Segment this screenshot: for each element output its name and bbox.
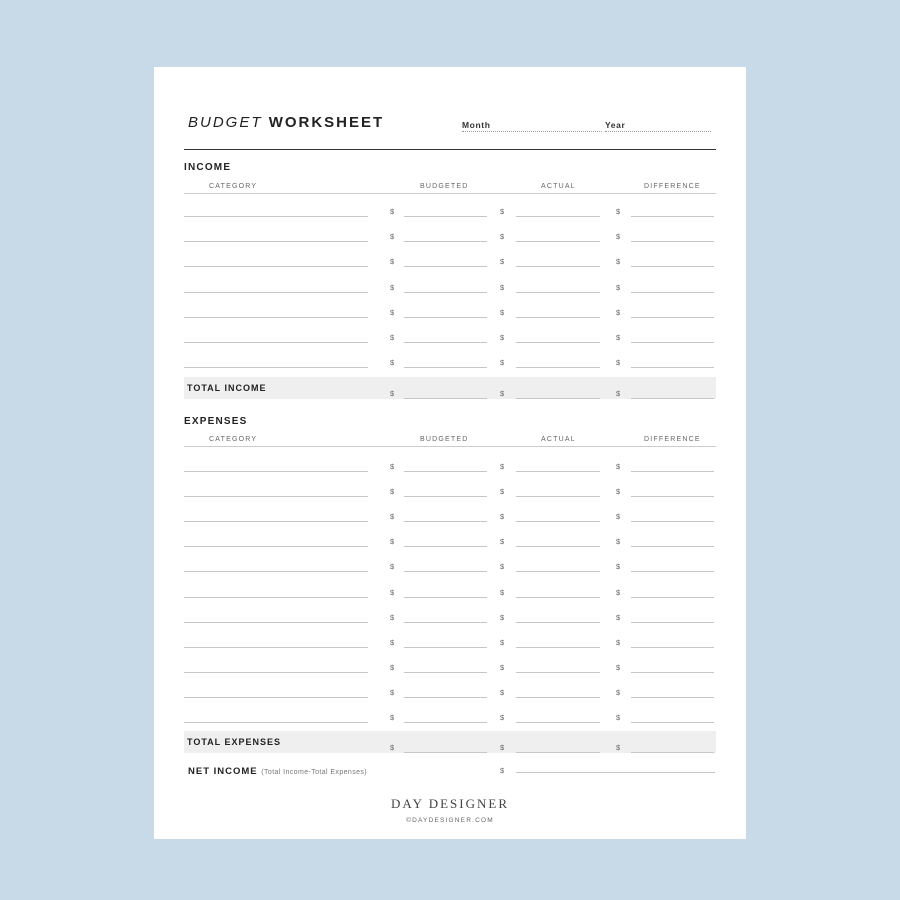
actual-currency: $ bbox=[500, 282, 505, 292]
actual-currency: $ bbox=[500, 358, 505, 368]
worksheet-page bbox=[154, 67, 746, 839]
total-budgeted-currency: $ bbox=[390, 389, 395, 398]
difference-field[interactable] bbox=[631, 672, 714, 673]
actual-field[interactable] bbox=[516, 216, 600, 217]
table-row bbox=[154, 624, 746, 648]
table-row bbox=[154, 699, 746, 723]
category-field[interactable] bbox=[184, 266, 368, 267]
table-row bbox=[154, 269, 746, 293]
table-row bbox=[154, 498, 746, 522]
category-field[interactable] bbox=[184, 496, 368, 497]
actual-currency: $ bbox=[500, 612, 505, 622]
budgeted-currency: $ bbox=[390, 687, 395, 697]
budgeted-field[interactable] bbox=[404, 622, 487, 623]
actual-field[interactable] bbox=[516, 697, 600, 698]
actual-field[interactable] bbox=[516, 521, 600, 522]
net-income-note: (Total Income-Total Expenses) bbox=[261, 769, 368, 776]
budgeted-field[interactable] bbox=[404, 471, 487, 472]
net-income-label bbox=[188, 766, 367, 777]
budgeted-field[interactable] bbox=[404, 647, 487, 648]
category-field[interactable] bbox=[184, 622, 368, 623]
budgeted-currency: $ bbox=[390, 537, 395, 547]
difference-currency: $ bbox=[616, 282, 621, 292]
column-header-actual: ACTUAL bbox=[541, 436, 576, 443]
difference-field[interactable] bbox=[631, 266, 714, 267]
table-row bbox=[154, 523, 746, 547]
total-budgeted-field[interactable] bbox=[404, 752, 487, 753]
actual-field[interactable] bbox=[516, 471, 600, 472]
column-header-category: CATEGORY bbox=[209, 436, 258, 443]
category-field[interactable] bbox=[184, 292, 368, 293]
budgeted-field[interactable] bbox=[404, 241, 487, 242]
income-total-fields bbox=[154, 375, 746, 399]
budgeted-field[interactable] bbox=[404, 216, 487, 217]
difference-currency: $ bbox=[616, 587, 621, 597]
actual-field[interactable] bbox=[516, 622, 600, 623]
budgeted-currency: $ bbox=[390, 462, 395, 471]
budgeted-field[interactable] bbox=[404, 521, 487, 522]
month-label: Month bbox=[462, 120, 491, 130]
budgeted-currency: $ bbox=[390, 512, 395, 522]
actual-currency: $ bbox=[500, 537, 505, 547]
category-field[interactable] bbox=[184, 521, 368, 522]
budgeted-field[interactable] bbox=[404, 367, 487, 368]
table-row bbox=[154, 649, 746, 673]
actual-field[interactable] bbox=[516, 292, 600, 293]
category-field[interactable] bbox=[184, 722, 368, 723]
difference-currency: $ bbox=[616, 487, 621, 497]
actual-field[interactable] bbox=[516, 496, 600, 497]
actual-currency: $ bbox=[500, 512, 505, 522]
budgeted-currency: $ bbox=[390, 282, 395, 292]
table-row bbox=[154, 218, 746, 242]
actual-field[interactable] bbox=[516, 241, 600, 242]
header-divider bbox=[184, 149, 716, 150]
actual-currency: $ bbox=[500, 333, 505, 342]
difference-field[interactable] bbox=[631, 571, 714, 572]
actual-currency: $ bbox=[500, 662, 505, 672]
table-row bbox=[154, 448, 746, 472]
total-difference-field[interactable] bbox=[631, 398, 714, 399]
column-header-actual: ACTUAL bbox=[541, 183, 576, 190]
budgeted-currency: $ bbox=[390, 333, 395, 342]
total-budgeted-field[interactable] bbox=[404, 398, 487, 399]
table-row bbox=[154, 574, 746, 598]
budgeted-currency: $ bbox=[390, 637, 395, 647]
actual-currency: $ bbox=[500, 637, 505, 647]
difference-field[interactable] bbox=[631, 496, 714, 497]
actual-currency: $ bbox=[500, 562, 505, 572]
actual-field[interactable] bbox=[516, 722, 600, 723]
column-header-budgeted: BUDGETED bbox=[420, 183, 469, 190]
actual-field[interactable] bbox=[516, 342, 600, 343]
budgeted-field[interactable] bbox=[404, 496, 487, 497]
table-row bbox=[154, 344, 746, 368]
difference-field[interactable] bbox=[631, 317, 714, 318]
actual-currency: $ bbox=[500, 462, 505, 471]
income-total-label: TOTAL INCOME bbox=[187, 383, 267, 393]
difference-currency: $ bbox=[616, 512, 621, 522]
total-actual-currency: $ bbox=[500, 389, 505, 398]
category-field[interactable] bbox=[184, 571, 368, 572]
actual-currency: $ bbox=[500, 587, 505, 597]
actual-field[interactable] bbox=[516, 672, 600, 673]
net-income-currency: $ bbox=[500, 766, 505, 775]
net-income-field[interactable] bbox=[516, 772, 715, 773]
column-header-difference: DIFFERENCE bbox=[644, 183, 701, 190]
title-italic: BUDGET bbox=[188, 114, 263, 131]
budgeted-currency: $ bbox=[390, 307, 395, 317]
page-title bbox=[188, 114, 384, 131]
column-header-divider bbox=[184, 446, 716, 447]
difference-currency: $ bbox=[616, 713, 621, 722]
actual-field[interactable] bbox=[516, 647, 600, 648]
difference-field[interactable] bbox=[631, 546, 714, 547]
difference-currency: $ bbox=[616, 207, 621, 216]
actual-currency: $ bbox=[500, 713, 505, 722]
actual-currency: $ bbox=[500, 232, 505, 242]
table-row bbox=[154, 243, 746, 267]
income-section-title: INCOME bbox=[184, 162, 232, 173]
difference-currency: $ bbox=[616, 562, 621, 572]
budgeted-field[interactable] bbox=[404, 342, 487, 343]
total-actual-field[interactable] bbox=[516, 752, 600, 753]
budgeted-currency: $ bbox=[390, 487, 395, 497]
column-header-difference: DIFFERENCE bbox=[644, 436, 701, 443]
column-header-budgeted: BUDGETED bbox=[420, 436, 469, 443]
table-row bbox=[154, 599, 746, 623]
actual-currency: $ bbox=[500, 687, 505, 697]
difference-field[interactable] bbox=[631, 292, 714, 293]
month-field[interactable] bbox=[462, 131, 602, 132]
budgeted-currency: $ bbox=[390, 562, 395, 572]
budgeted-field[interactable] bbox=[404, 292, 487, 293]
budgeted-currency: $ bbox=[390, 612, 395, 622]
expenses-section-title: EXPENSES bbox=[184, 416, 248, 427]
difference-currency: $ bbox=[616, 637, 621, 647]
brand-website: ©DAYDESIGNER.COM bbox=[406, 817, 494, 824]
total-difference-currency: $ bbox=[616, 389, 621, 398]
table-row bbox=[154, 674, 746, 698]
table-row bbox=[154, 319, 746, 343]
difference-currency: $ bbox=[616, 232, 621, 242]
actual-field[interactable] bbox=[516, 367, 600, 368]
total-difference-field[interactable] bbox=[631, 752, 714, 753]
category-field[interactable] bbox=[184, 471, 368, 472]
difference-field[interactable] bbox=[631, 647, 714, 648]
budgeted-field[interactable] bbox=[404, 317, 487, 318]
category-field[interactable] bbox=[184, 647, 368, 648]
difference-currency: $ bbox=[616, 662, 621, 672]
budgeted-currency: $ bbox=[390, 587, 395, 597]
category-field[interactable] bbox=[184, 317, 368, 318]
difference-field[interactable] bbox=[631, 471, 714, 472]
budgeted-currency: $ bbox=[390, 358, 395, 368]
budgeted-currency: $ bbox=[390, 232, 395, 242]
difference-currency: $ bbox=[616, 537, 621, 547]
difference-currency: $ bbox=[616, 358, 621, 368]
table-row bbox=[154, 548, 746, 572]
total-actual-field[interactable] bbox=[516, 398, 600, 399]
difference-field[interactable] bbox=[631, 521, 714, 522]
difference-field[interactable] bbox=[631, 241, 714, 242]
difference-field[interactable] bbox=[631, 622, 714, 623]
budgeted-field[interactable] bbox=[404, 266, 487, 267]
difference-currency: $ bbox=[616, 307, 621, 317]
budgeted-field[interactable] bbox=[404, 571, 487, 572]
budgeted-field[interactable] bbox=[404, 722, 487, 723]
budgeted-field[interactable] bbox=[404, 697, 487, 698]
difference-field[interactable] bbox=[631, 722, 714, 723]
difference-field[interactable] bbox=[631, 216, 714, 217]
year-field[interactable] bbox=[605, 131, 711, 132]
category-field[interactable] bbox=[184, 342, 368, 343]
difference-currency: $ bbox=[616, 462, 621, 471]
column-header-category: CATEGORY bbox=[209, 183, 258, 190]
difference-field[interactable] bbox=[631, 367, 714, 368]
year-label: Year bbox=[605, 120, 626, 130]
difference-field[interactable] bbox=[631, 697, 714, 698]
budgeted-field[interactable] bbox=[404, 672, 487, 673]
category-field[interactable] bbox=[184, 546, 368, 547]
total-budgeted-currency: $ bbox=[390, 743, 395, 752]
category-field[interactable] bbox=[184, 672, 368, 673]
category-field[interactable] bbox=[184, 367, 368, 368]
difference-field[interactable] bbox=[631, 597, 714, 598]
title-bold: WORKSHEET bbox=[268, 114, 385, 131]
total-actual-currency: $ bbox=[500, 743, 505, 752]
difference-currency: $ bbox=[616, 612, 621, 622]
actual-field[interactable] bbox=[516, 597, 600, 598]
expenses-total-fields bbox=[154, 729, 746, 753]
net-income-title: NET INCOME bbox=[188, 766, 258, 777]
actual-field[interactable] bbox=[516, 571, 600, 572]
difference-currency: $ bbox=[616, 687, 621, 697]
actual-currency: $ bbox=[500, 487, 505, 497]
budgeted-field[interactable] bbox=[404, 597, 487, 598]
budgeted-field[interactable] bbox=[404, 546, 487, 547]
table-row bbox=[154, 193, 746, 217]
total-difference-currency: $ bbox=[616, 743, 621, 752]
difference-currency: $ bbox=[616, 333, 621, 342]
actual-field[interactable] bbox=[516, 546, 600, 547]
actual-field[interactable] bbox=[516, 266, 600, 267]
category-field[interactable] bbox=[184, 216, 368, 217]
budgeted-currency: $ bbox=[390, 662, 395, 672]
difference-field[interactable] bbox=[631, 342, 714, 343]
expenses-total-label: TOTAL EXPENSES bbox=[187, 737, 282, 747]
category-field[interactable] bbox=[184, 697, 368, 698]
table-row bbox=[154, 294, 746, 318]
brand-name: DAY DESIGNER bbox=[390, 796, 509, 811]
actual-currency: $ bbox=[500, 307, 505, 317]
budgeted-currency: $ bbox=[390, 257, 395, 267]
category-field[interactable] bbox=[184, 597, 368, 598]
difference-currency: $ bbox=[616, 257, 621, 267]
budgeted-currency: $ bbox=[390, 207, 395, 216]
table-row bbox=[154, 473, 746, 497]
actual-currency: $ bbox=[500, 257, 505, 267]
actual-currency: $ bbox=[500, 207, 505, 216]
category-field[interactable] bbox=[184, 241, 368, 242]
actual-field[interactable] bbox=[516, 317, 600, 318]
budgeted-currency: $ bbox=[390, 713, 395, 722]
